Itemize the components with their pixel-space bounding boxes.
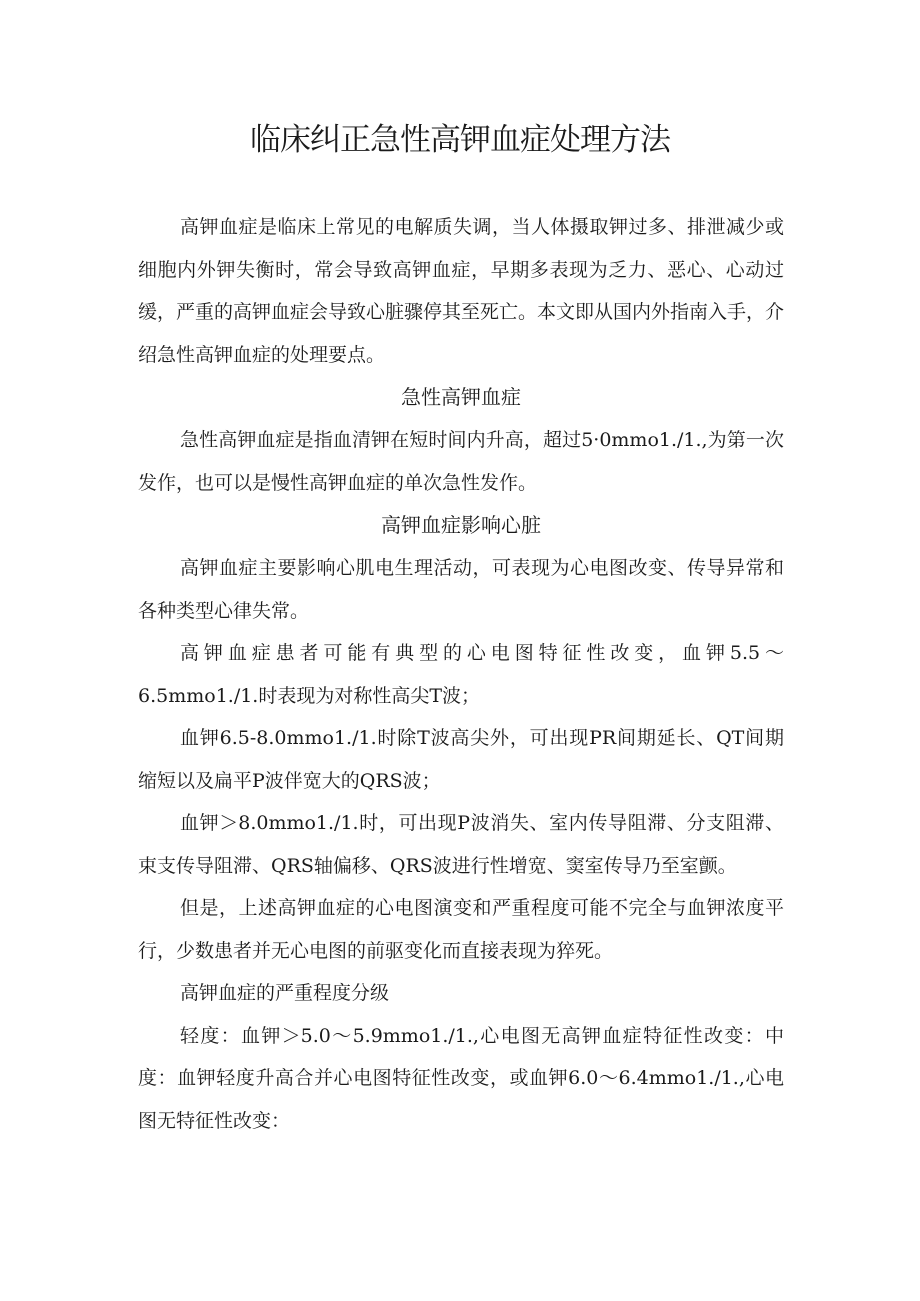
ecg-moderate-paragraph: 血钾6.5-8.0mmo1./1.时除T波高尖外，可出现PR间期延长、QT间期缩短以及扁平P波伴宽大的QRS波；: [138, 727, 784, 792]
document-title: 临床纠正急性高钾血症处理方法: [250, 122, 670, 158]
document-body: [138, 206, 784, 1142]
grading-paragraph: 轻度：血钾＞5.0～5.9mmo1./1.,心电图无高钾血症特征性改变：中度：血钾轻度升高合并心电图特征性改变，或血钾6.0～6.4mmo1./1.,心电图无特征性改变：: [138, 1024, 784, 1132]
grading-heading: 高钾血症的严重程度分级: [180, 982, 390, 1004]
intro-paragraph: 高钾血症是临床上常见的电解质失调，当人体摄取钾过多、排泄减少或细胞内外钾失衡时，常会导致高钾血症，早期多表现为乏力、恶心、心动过缓，严重的高钾血症会导致心脏骤停其至死亡。本文即从国内外指南入手，介绍急性高钾血症的处理要点。: [138, 216, 785, 366]
ecg-mild-paragraph: 高钾血症患者可能有典型的心电图特征性改变，血钾5.5～6.5mmo1./1.时表现为对称性高尖T波；: [138, 642, 784, 707]
ecg-caveat-paragraph: 但是，上述高钾血症的心电图演变和严重程度可能不完全与血钾浓度平行，少数患者并无心电图的前驱变化而直接表现为猝死。: [138, 897, 784, 962]
heart-effects-paragraph: 高钾血症主要影响心肌电生理活动，可表现为心电图改变、传导异常和各种类型心律失常。: [138, 557, 784, 622]
definition-paragraph: 急性高钾血症是指血清钾在短时间内升高，超过5·0mmo1./1.,为第一次发作，也可以是慢性高钾血症的单次急性发作。: [138, 429, 784, 494]
ecg-severe-paragraph: 血钾＞8.0mmo1./1.时，可出现P波消失、室内传导阻滞、分支阻滞、束支传导阻滞、QRS轴偏移、QRS波进行性增宽、窦室传导乃至室颤。: [138, 812, 784, 877]
section-heading-heart-effects: 高钾血症影响心脏: [381, 513, 541, 537]
section-heading-acute-hyperkalemia: 急性高钾血症: [401, 385, 521, 409]
